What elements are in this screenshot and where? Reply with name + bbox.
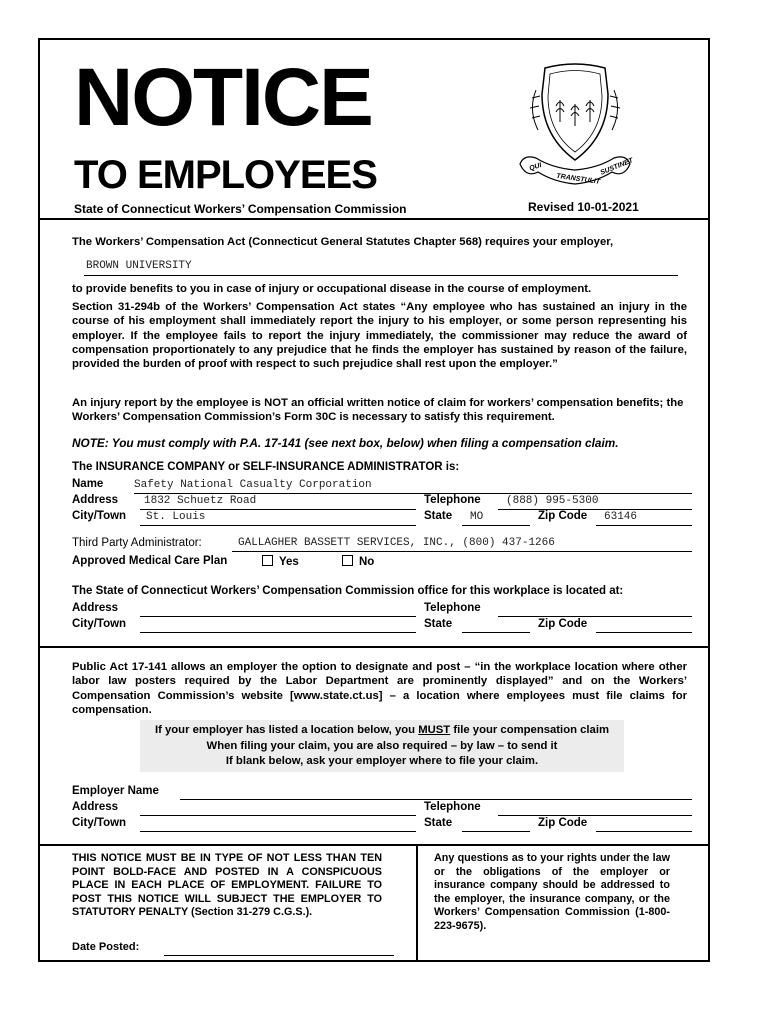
questions-text: Any questions as to your rights under the law or the obligations of the employer or insurance company should be addressed to the employer, the insurance company, or the Workers’ Compensation Commission (1-800-223-9675). [434,852,670,932]
medical-plan-yes[interactable] [262,555,299,568]
insurance-address-line [140,509,416,510]
filing-line-1-post: file your compensation claim [450,724,610,736]
insurance-zip-value: 63146 [604,511,638,523]
insurance-state-label: State [424,510,453,522]
insurance-telephone-line [498,509,692,510]
act-requirement-text: The Workers’ Compensation Act (Connecticut General Statutes Chapter 568) requires your employer, [72,236,614,248]
note-text: NOTE: You must comply with P.A. 17-141 (see next box, below) when filing a compensation claim. [72,436,619,450]
insurance-address-value: 1832 Schuetz Road [144,495,257,507]
office-city-line[interactable] [140,632,416,633]
filing-line-1-pre: If your employer has listed a location below, you [154,724,419,736]
employer-zip-line[interactable] [596,831,692,832]
no-checkbox[interactable] [342,555,353,566]
medical-plan-label: Approved Medical Care Plan [72,555,228,567]
insurance-heading: The INSURANCE COMPANY or SELF-INSURANCE ADMINISTRATOR is: [72,461,460,473]
employer-city-label: City/Town [72,817,127,829]
injury-report-text: An injury report by the employee is NOT an official written notice of claim for workers’ compensation benefits; the Workers’ Compensation Commission’s Form 30C is necessary to satisfy this requirement. [72,397,684,424]
notice-title: NOTICE [74,52,372,143]
employer-name-value: BROWN UNIVERSITY [86,260,192,272]
date-posted-line[interactable] [164,955,394,956]
employer-state-line[interactable] [462,831,530,832]
employer-name-label: Employer Name [72,785,159,797]
tpa-value: GALLAGHER BASSETT SERVICES, INC., (800) 437-1266 [238,537,555,549]
medical-plan-no[interactable] [342,555,374,568]
footer-vertical-divider [416,844,418,960]
filing-line-1 [140,723,624,739]
insurance-zip-line [596,525,692,526]
filing-line-1-must: MUST [418,724,451,736]
employer-address-label: Address [72,801,119,813]
tpa-line [232,551,692,552]
employer-name-field-line[interactable] [180,799,692,800]
insurance-name-label: Name [72,478,104,490]
office-address-line[interactable] [140,616,416,617]
no-label: No [359,556,375,568]
office-zip-label: Zip Code [538,618,588,630]
insurance-name-value: Safety National Casualty Corporation [134,479,372,491]
seal-motto-transtulit: TRANSTULIT [555,172,601,186]
employer-zip-label: Zip Code [538,817,588,829]
insurance-city-line [140,525,416,526]
insurance-address-label: Address [72,494,119,506]
yes-checkbox[interactable] [262,555,273,566]
public-act-divider [40,646,708,648]
revised-date: Revised 10-01-2021 [528,200,639,214]
employer-address-line[interactable] [140,815,416,816]
office-state-label: State [424,618,453,630]
office-city-label: City/Town [72,618,127,630]
filing-instructions-box [140,720,624,772]
seal-motto-sustinet: SUSTINET [599,157,635,177]
insurance-city-value: St. Louis [146,511,206,523]
employer-city-line[interactable] [140,831,416,832]
office-zip-line[interactable] [596,632,692,633]
notice-page [38,38,710,962]
office-address-label: Address [72,602,119,614]
office-state-line[interactable] [462,632,530,633]
footer-divider [40,844,708,846]
insurance-state-line [462,525,530,526]
state-seal-icon [512,60,638,190]
insurance-zip-label: Zip Code [538,510,588,522]
commission-office-heading: The State of Connecticut Workers’ Compensation Commission office for this workplace is located at: [72,585,624,597]
employer-name-line [84,275,678,276]
filing-line-3: If blank below, ask your employer where to file your claim. [225,755,539,767]
insurance-telephone-label: Telephone [424,494,481,506]
office-telephone-label: Telephone [424,602,481,614]
filing-line-2: When filing your claim, you are also required – by law – to send it [206,739,558,752]
tpa-label: Third Party Administrator: [72,537,202,549]
employer-state-label: State [424,817,453,829]
notice-subtitle: TO EMPLOYEES [74,153,377,197]
insurance-name-line [134,493,692,494]
seal-motto-qui: QUI [528,162,543,173]
yes-label: Yes [279,556,299,568]
agency-name: State of Connecticut Workers’ Compensation Commission [74,202,407,216]
provide-benefits-text: to provide benefits to you in case of injury or occupational disease in the course of employment. [72,283,592,295]
office-telephone-line[interactable] [498,616,692,617]
public-act-text: Public Act 17-141 allows an employer the option to designate and post – “in the workplace location where other labor law posters required by the Labor Department are prominently displayed” and on the Workers’ Compensation Commission’s website [www.state.ct.us] – a location where employees must file claims for compensation. [72,661,687,716]
date-posted-label: Date Posted: [72,941,140,953]
insurance-state-value: MO [470,511,484,523]
employer-telephone-line[interactable] [498,815,692,816]
posting-requirement-text: THIS NOTICE MUST BE IN TYPE OF NOT LESS THAN TEN POINT BOLD-FACE AND POSTED IN A CONSPICUOUS PLACE IN EACH PLACE OF EMPLOYMENT. FAILURE TO POST THIS NOTICE WILL SUBJECT THE EMPLOYER TO STATUTORY PENALTY (Section 31-279 C.G.S.). [72,852,382,919]
insurance-city-label: City/Town [72,510,127,522]
insurance-telephone-value: (888) 995-5300 [506,495,599,507]
section-31-294b-text: Section 31-294b of the Workers’ Compensation Act states “Any employee who has sustained an injury in the course of his employment shall immediately report the injury to his employer, or some person representing his employer. If the employee fails to report the injury immediately, the commissioner may reduce the award of compensation proportionately to any prejudice that he finds the employer has sustained by reason of the failure, provided the burden of proof with respect to such prejudice shall rest upon the employer.” [72,301,687,371]
header-divider [40,218,708,220]
employer-telephone-label: Telephone [424,801,481,813]
